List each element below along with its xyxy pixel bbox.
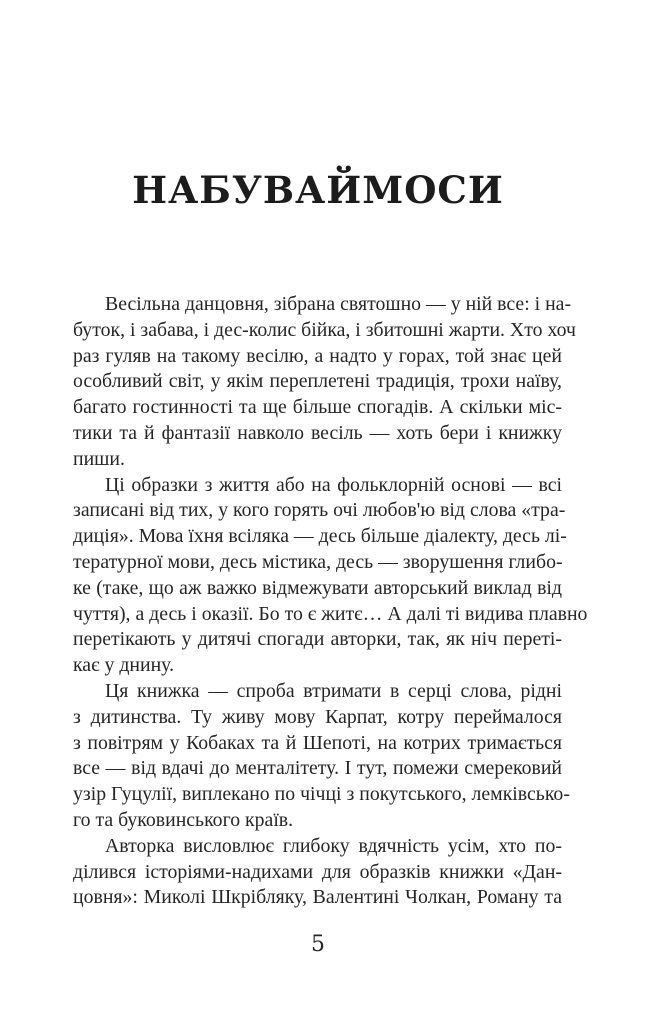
text-line: узір Гуцулії, виплекано по чічці з покутського, лемківсько-: [73, 783, 570, 806]
text-line: багато гостинності та ще більше спогадів. А скільки міс-: [73, 396, 562, 419]
paragraph: [73, 834, 562, 911]
text-line: все — від вдачі до менталітету. І тут, помежи смерековий: [73, 757, 562, 780]
text-line: Весільна данцовня, зібрана святошно — у ній все: і на-: [105, 293, 572, 315]
paragraph: [73, 679, 570, 834]
text-line: Ця книжка — спроба втримати в серці слова, рідні: [105, 679, 562, 702]
text-line: з дитинства. Ту живу мову Карпат, котру переймалося: [73, 705, 562, 728]
text-line: Авторка висловлює глибоку вдячність усім, хто по-: [105, 834, 562, 857]
text-line: ке (таке, що аж важко відмежувати авторський виклад від: [73, 576, 562, 599]
text-line: кає у днину.: [73, 654, 175, 677]
text-line: диція». Мова їхня всіляка — десь більше діалекту, десь лі-: [73, 525, 567, 548]
text-line: чуття), а десь і оказії. Бо то є житє… А далі ті видива плавно: [73, 602, 588, 625]
text-line: цовня»: Миколі Шкрібляку, Валентині Чолкан, Роману та: [73, 886, 562, 909]
text-line: го та буковинського країв.: [73, 808, 294, 831]
text-line: записані від тих, у кого горять очі любов'ю від слова «тра-: [73, 499, 566, 522]
text-line: буток, і забава, і дес-колис бійка, і збитошні жарти. Хто хоч: [73, 318, 576, 341]
text-line: перетікають у дитячі спогади авторки, так, як ніч переті-: [73, 628, 562, 651]
paragraph: [73, 292, 576, 473]
text-line: тики та й фантазії навколо весіль — хоть бери і книжку: [73, 421, 562, 444]
page-title: НАБУВАЙМОСИ: [132, 168, 504, 212]
text-line: раз гуляв на такому весілю, а надто у горах, той знає цей: [73, 344, 562, 367]
text-line: тературної мови, десь містика, десь — зворушення глибо-: [73, 550, 563, 573]
body-text: [73, 292, 588, 911]
text-line: з повітрям у Кобаках та й Шепоті, на котрих тримається: [73, 731, 562, 754]
paragraph: [73, 473, 588, 679]
text-line: ділився історіями-надихами для образків книжки «Дан-: [73, 860, 562, 883]
text-line: особливий світ, у якім переплетені традиція, трохи наїву,: [73, 370, 562, 393]
text-line: пиши.: [73, 447, 125, 470]
text-line: Ці образки з життя або на фольклорній основі — всі: [105, 473, 562, 496]
page-number: 5: [311, 932, 325, 957]
